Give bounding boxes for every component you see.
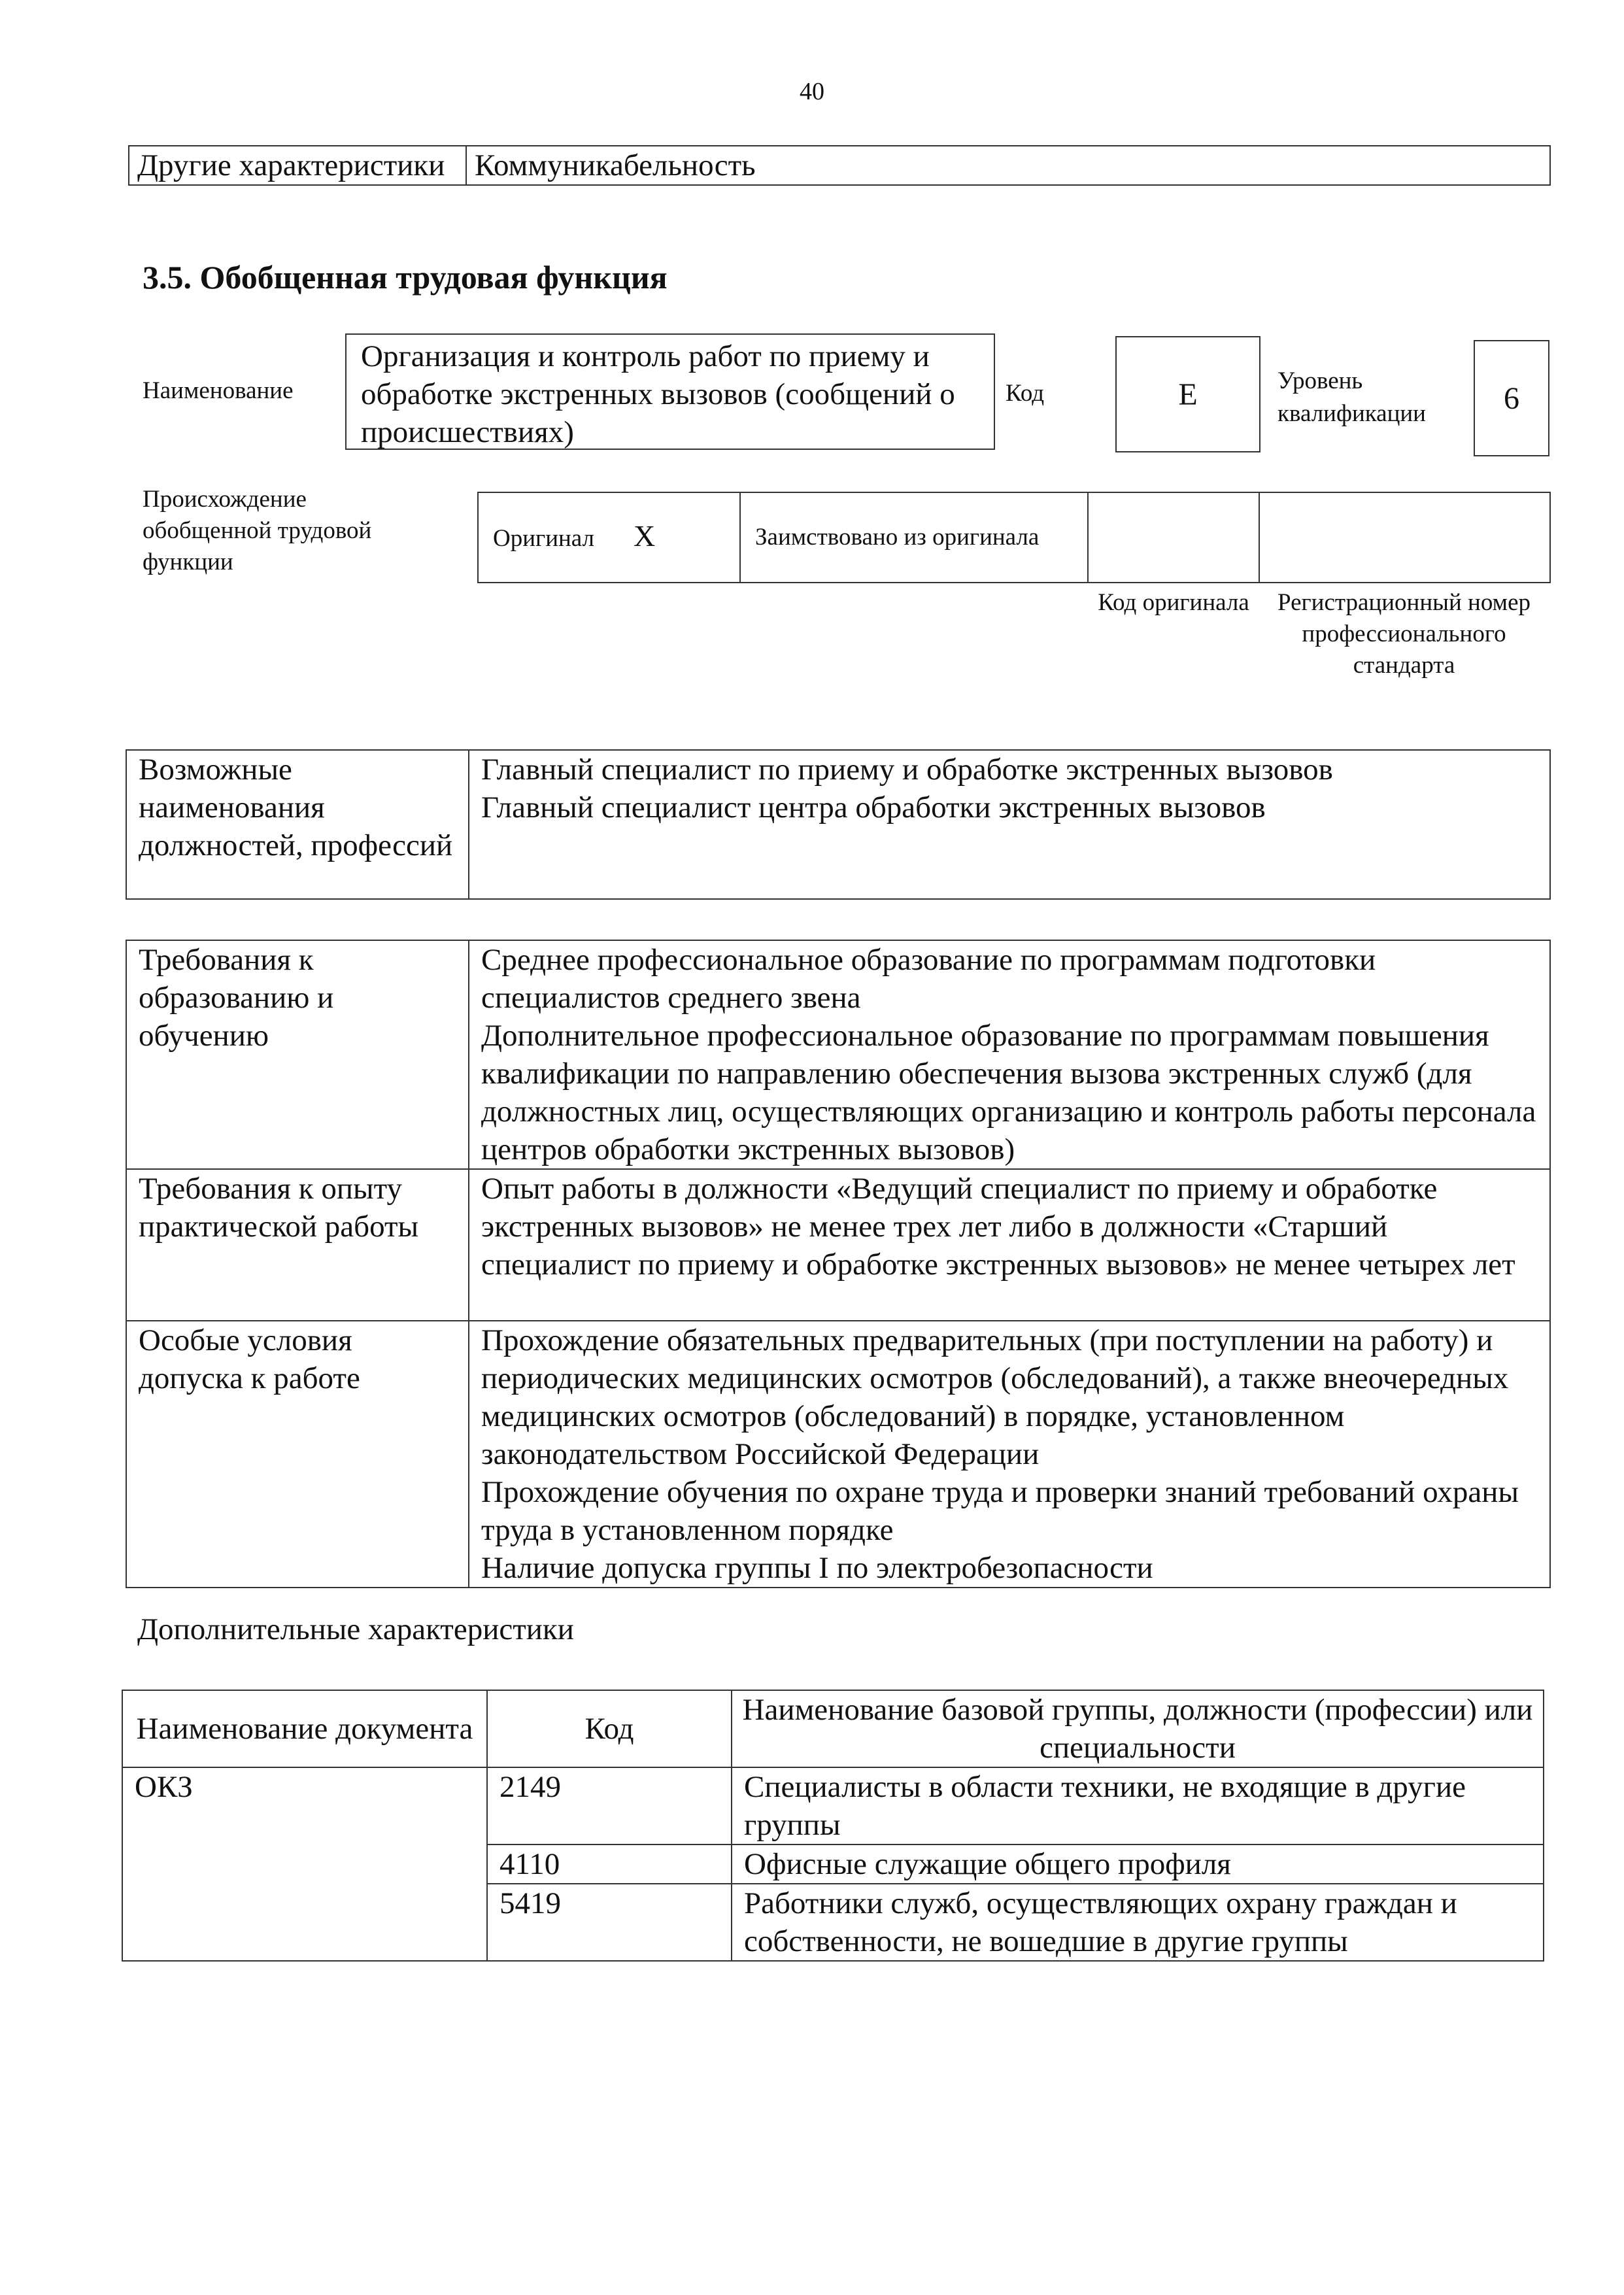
additional-characteristics-table (122, 1690, 1544, 1962)
origin-code-cell (1088, 492, 1259, 583)
positions-values (469, 750, 1550, 899)
origin-original-label: Оригинал (493, 525, 595, 552)
code-cell: 5419 (487, 1884, 732, 1961)
education-line: Дополнительное профессиональное образование по программам повышения квалификации по направлению обеспечения вызова экстренных служб (для должностных лиц, осуществляющих организацию и контроль работы персонала центров обработки экстренных вызовов) (481, 1019, 1536, 1166)
special-condition-line: Прохождение обучения по охране труда и проверки знаний требований охраны труда в установленном порядке (481, 1475, 1519, 1547)
qualification-level-label: Уровень квалификации (1277, 367, 1426, 427)
doc-name-cell: ОКЗ (122, 1767, 487, 1961)
other-characteristics-label: Другие характеристики (129, 146, 466, 185)
positions-table (126, 749, 1551, 900)
header-code: Код (487, 1690, 732, 1767)
function-code-box: E (1115, 336, 1260, 452)
requirements-table (126, 940, 1551, 1588)
header-doc: Наименование документа (122, 1690, 487, 1767)
code-label: Код (1006, 380, 1045, 407)
special-condition-line: Наличие допуска группы I по электробезопасности (481, 1551, 1153, 1585)
education-label: Требования к образованию и обучению (126, 940, 469, 1169)
section-title: 3.5. Обобщенная трудовая функция (143, 259, 668, 296)
original-code-caption: Код оригинала (1098, 589, 1249, 616)
code-cell: 2149 (487, 1767, 732, 1844)
origin-label: Происхождение обобщенной трудовой функции (143, 486, 372, 575)
group-name-cell: Специалисты в области техники, не входящие в другие группы (732, 1767, 1544, 1844)
origin-table (477, 492, 1551, 583)
origin-reg-number-cell (1259, 492, 1550, 583)
special-conditions-values (469, 1321, 1550, 1588)
education-values (469, 940, 1550, 1169)
experience-value: Опыт работы в должности «Ведущий специалист по приему и обработке экстренных вызовов» не менее трех лет либо в должности «Старший специалист по приему и обработке экстренных вызовов» не менее четырех лет (469, 1169, 1550, 1321)
group-name-cell: Работники служб, осуществляющих охрану граждан и собственности, не вошедшие в другие группы (732, 1884, 1544, 1961)
origin-original-mark: X (634, 519, 656, 552)
header-name: Наименование базовой группы, должности (профессии) или специальности (732, 1690, 1544, 1767)
group-name-cell: Офисные служащие общего профиля (732, 1844, 1544, 1884)
registration-number-caption: Регистрационный номер профессионального стандарта (1277, 589, 1531, 679)
education-line: Среднее профессиональное образование по программам подготовки специалистов среднего звена (481, 943, 1376, 1015)
position-line: Главный специалист центра обработки экстренных вызовов (481, 790, 1266, 824)
qualification-level-box: 6 (1474, 340, 1549, 456)
other-characteristics-value: Коммуникабельность (466, 146, 1550, 185)
positions-label: Возможные наименования должностей, профессий (126, 750, 469, 899)
function-name-box: Организация и контроль работ по приему и обработке экстренных вызовов (сообщений о происшествиях) (345, 333, 995, 450)
origin-borrowed-label: Заимствовано из оригинала (740, 492, 1088, 583)
special-conditions-label: Особые условия допуска к работе (126, 1321, 469, 1588)
code-cell: 4110 (487, 1844, 732, 1884)
position-line: Главный специалист по приему и обработке экстренных вызовов (481, 753, 1333, 787)
additional-characteristics-heading: Дополнительные характеристики (137, 1612, 574, 1646)
name-label: Наименование (143, 377, 294, 404)
origin-original-cell (478, 492, 740, 583)
experience-label: Требования к опыту практической работы (126, 1169, 469, 1321)
other-characteristics-table (128, 145, 1551, 186)
special-condition-line: Прохождение обязательных предварительных (при поступлении на работу) и периодических медицинских осмотров (обследований), а также внеочередных медицинских осмотров (обследований) в порядке, установленном законодательством Российской Федерации (481, 1323, 1509, 1471)
page-number: 40 (800, 78, 824, 105)
